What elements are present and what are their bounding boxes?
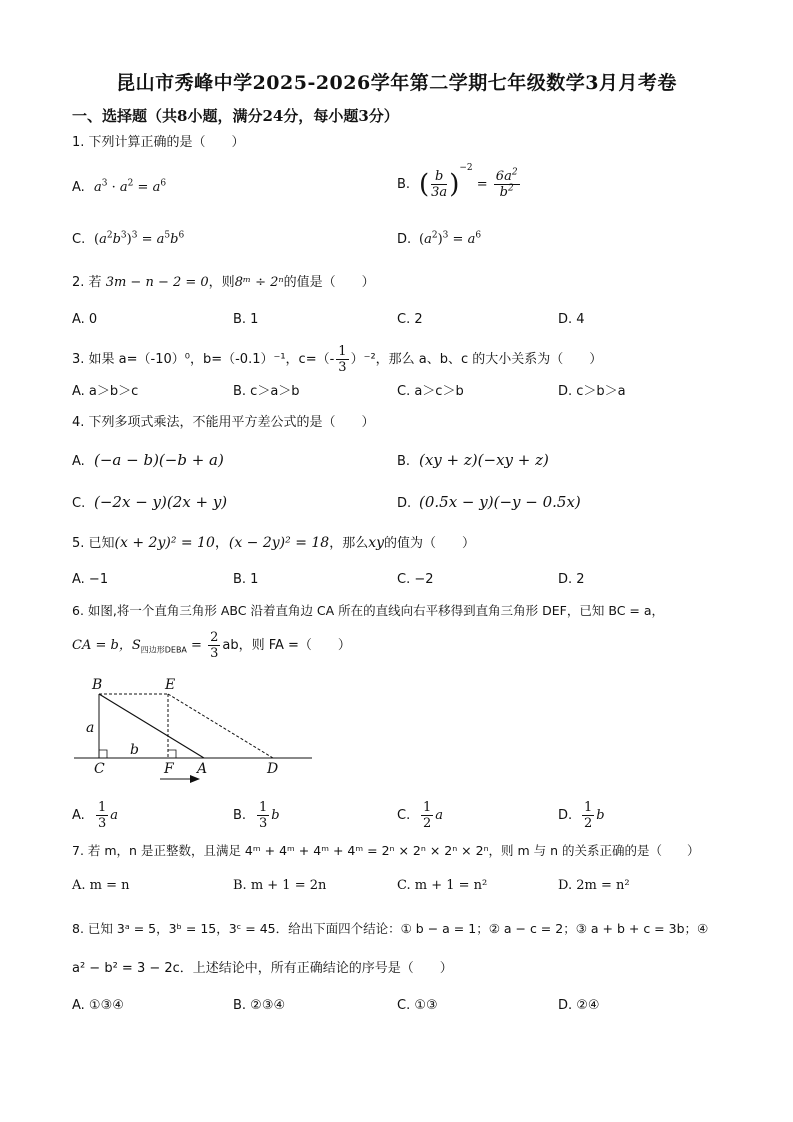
right-angle-c: [99, 750, 107, 758]
q7-option-a: A. m = n: [72, 878, 130, 893]
question-6-stem-line2: CA = b，$S_{四边形DEBA}$ = $\frac{2}{3}$ ab，则 FA =（ ）: [72, 630, 351, 661]
q7-option-c: C. m + 1 = n²: [397, 878, 488, 893]
q5-option-b: B. 1: [233, 572, 259, 587]
label-a-side: a: [86, 720, 95, 736]
q5-option-d: D. 2: [558, 572, 585, 587]
question-4-stem: 4. 下列多项式乘法，不能用平方差公式的是（ ）: [72, 415, 375, 430]
segment-ba: [99, 694, 204, 758]
question-7-stem: 7. 若 m，n 是正整数，且满足 4ᵐ + 4ᵐ + 4ᵐ + 4ᵐ = 2ⁿ × 2ⁿ × 2ⁿ × 2ⁿ，则 m 与 n 的关系正确的是（ ）: [72, 843, 700, 858]
q4-option-a: A. (−a − b)(−b + a): [72, 451, 224, 469]
translation-diagram: [70, 672, 320, 792]
label-b-side: b: [130, 742, 139, 758]
q1-option-a: A. $a^3 \cdot a^2 = a^6$: [72, 178, 167, 195]
q1-option-d: D. $(a^2)^3 = a^6$: [397, 230, 482, 247]
q2-option-a: A. 0: [72, 312, 98, 327]
q3-option-d: D. c＞b＞a: [558, 384, 626, 399]
q4-option-d: D. (0.5x − y)(−y − 0.5x): [397, 493, 581, 511]
question-6-stem-line1: 6. 如图,将一个直角三角形 ABC 沿着直角边 CA 所在的直线向右平移得到直角三角形 DEF，已知 BC = a，: [72, 603, 665, 618]
q5-option-a: A. −1: [72, 572, 109, 587]
q8-option-b: B. ②③④: [233, 998, 286, 1013]
q3-option-c: C. a＞c＞b: [397, 384, 464, 399]
segment-ed: [168, 694, 273, 758]
q2-option-c: C. 2: [397, 312, 423, 327]
q8-option-c: C. ①③: [397, 998, 438, 1013]
label-f: F: [164, 761, 174, 777]
q6-option-a: A. $\frac{1}{3}$ a: [72, 800, 119, 831]
q5-option-c: C. −2: [397, 572, 434, 587]
q2-option-b: B. 1: [233, 312, 259, 327]
page-title: 昆山市秀峰中学2025-2026学年第二学期七年级数学3月月考卷: [116, 72, 677, 94]
question-5-stem: 5. 已知(x + 2y)² = 10，(x − 2y)² = 18，那么xy的值为（ ）: [72, 535, 476, 551]
question-2-stem: 2. 若 3m − n − 2 = 0，则8ᵐ ÷ 2ⁿ的值是（ ）: [72, 275, 375, 290]
q7-option-d: D. 2m = n²: [558, 878, 630, 893]
label-d: D: [267, 761, 279, 777]
question-3-stem: 3. 如果 a=（-10）⁰，b=（-0.1）⁻¹，c=（- $\frac{1}{3}$ ）⁻²，那么 a、b、c 的大小关系为（ ）: [72, 344, 603, 375]
q4-option-b: B. (xy + z)(−xy + z): [397, 451, 549, 469]
label-a: A: [197, 761, 208, 777]
q6-option-b: B. $\frac{1}{3}$ b: [233, 800, 280, 831]
right-angle-f: [168, 750, 176, 758]
q6-option-d: D. $\frac{1}{2}$ b: [558, 800, 605, 831]
q3-option-a: A. a＞b＞c: [72, 384, 139, 399]
label-b: B: [92, 677, 103, 693]
question-1-stem: 1. 下列计算正确的是（ ）: [72, 135, 245, 150]
q8-option-a: A. ①③④: [72, 998, 124, 1013]
q3-option-b: B. c＞a＞b: [233, 384, 300, 399]
q1-option-c: C. $(a^2b^3)^3 = a^5b^6$: [72, 230, 185, 247]
q8-option-d: D. ②④: [558, 998, 600, 1013]
section-title: 一、选择题（共8小题，满分24分，每小题3分）: [72, 107, 399, 125]
q2-option-d: D. 4: [558, 312, 585, 327]
q6-option-c: C. $\frac{1}{2}$ a: [397, 800, 444, 831]
q7-option-b: B. m + 1 = 2n: [233, 878, 327, 893]
question-8-stem-line1: 8. 已知 3ᵃ = 5，3ᵇ = 15，3ᶜ = 45．给出下面四个结论：① b − a = 1；② a − c = 2；③ a + b + c = 3b；④: [72, 921, 709, 936]
q4-option-c: C. (−2x − y)(2x + y): [72, 493, 228, 511]
label-e: E: [165, 677, 176, 693]
label-c: C: [94, 761, 105, 777]
question-8-stem-line2: a² − b² = 3 − 2c．上述结论中，所有正确结论的序号是（ ）: [72, 961, 453, 976]
q1-option-b: B. ( $\frac{b}{3a}$ )$^{-2}$ = $\frac{6a^2}{b^2}$: [397, 163, 518, 200]
